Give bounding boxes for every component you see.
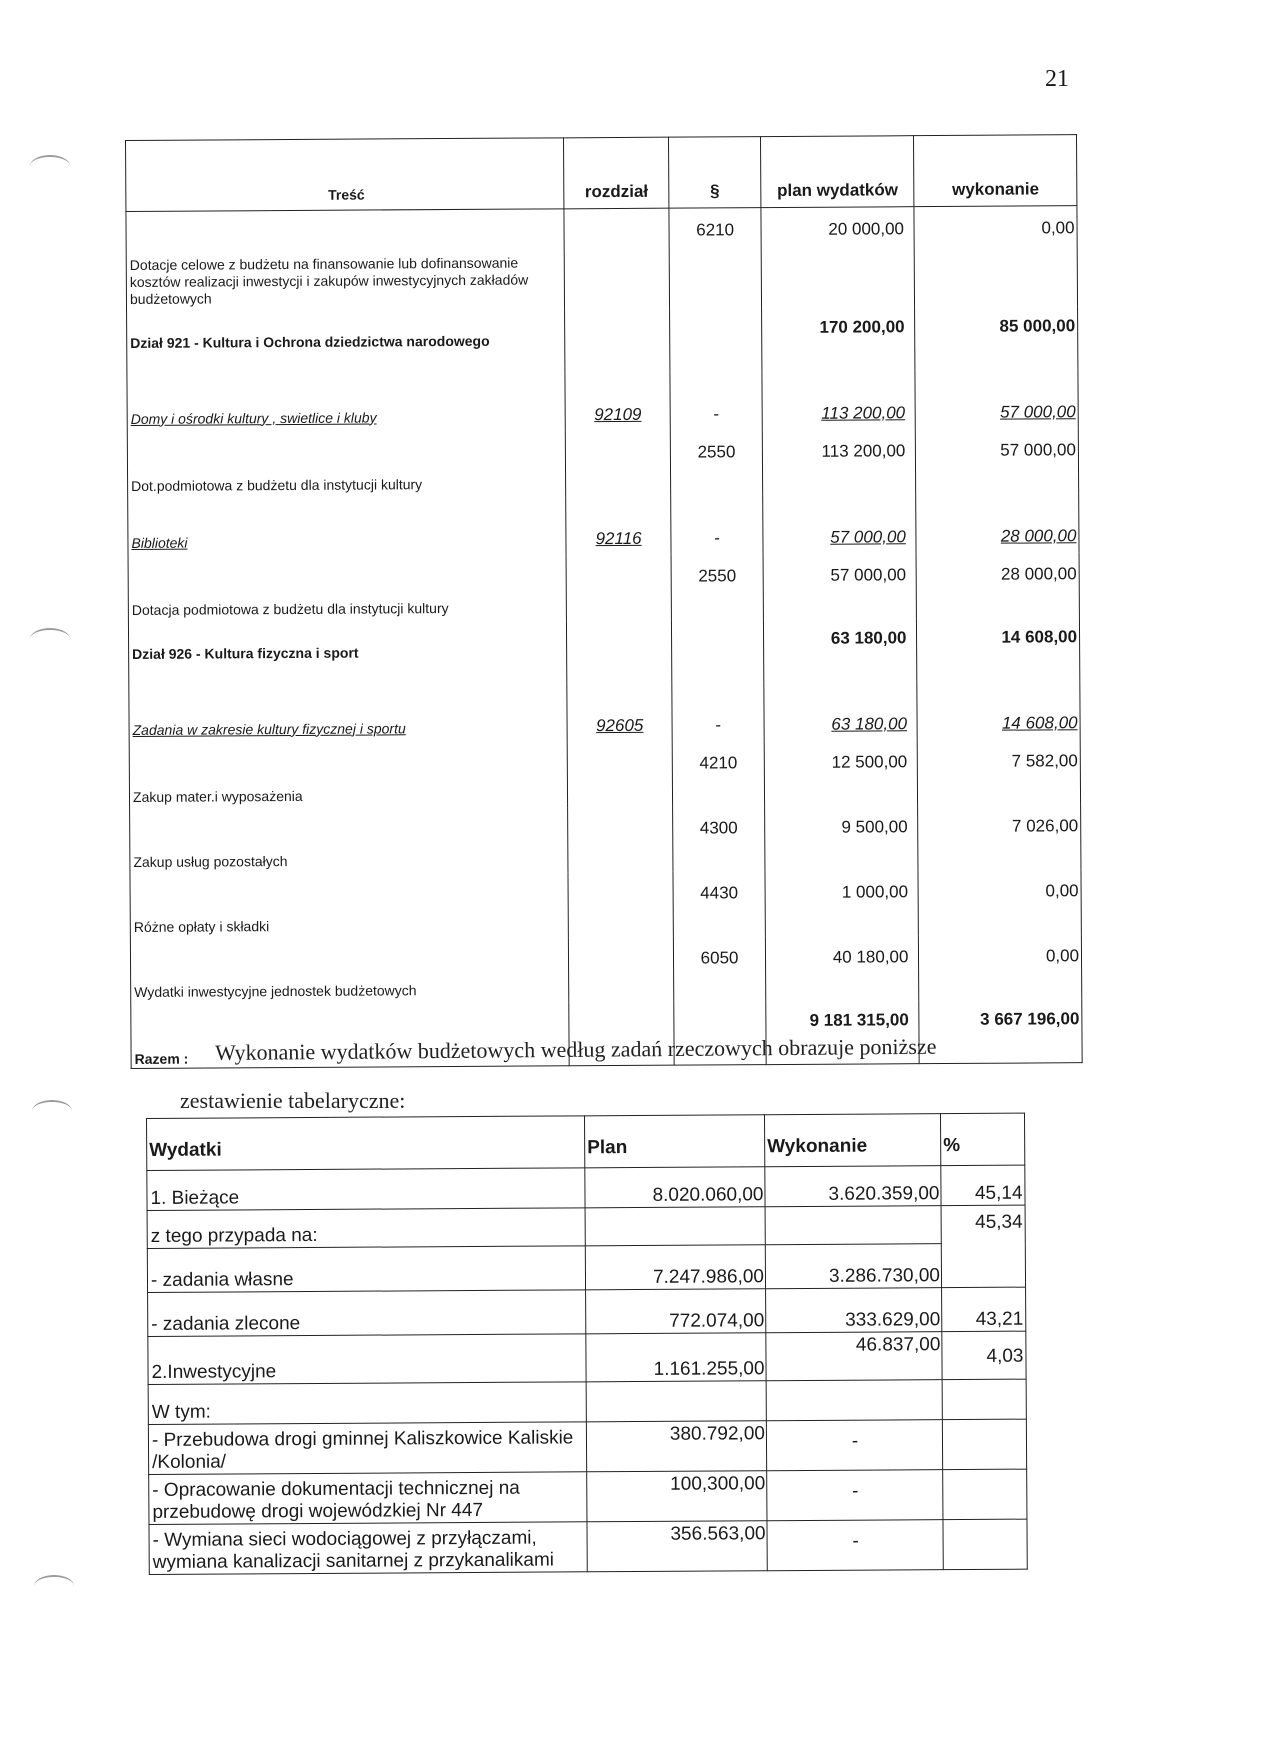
paragraph-value: 4210 <box>672 741 764 807</box>
wykonanie-value: - <box>767 1470 943 1521</box>
paragraph-value <box>672 619 764 683</box>
rozdzial-value: 92116 <box>566 495 671 555</box>
row-label: - zadania własne <box>147 1246 585 1293</box>
rozdzial-value <box>567 741 672 807</box>
task-expenditure-table <box>146 1113 1028 1575</box>
table-row <box>147 1165 1025 1210</box>
plan-value: 1.161.255,00 <box>586 1333 766 1382</box>
page-number: 21 <box>1045 66 1069 92</box>
header-wykonanie: Wykonanie <box>764 1114 940 1167</box>
header-wydatki: Wydatki <box>147 1116 585 1171</box>
rozdzial-value: 92109 <box>565 371 670 431</box>
paragraph-value: 2550 <box>671 554 763 620</box>
table-row <box>127 306 1078 375</box>
plan-value: 20 000,00 <box>761 207 915 308</box>
row-description: Dotacje celowe z budżetu na finansowanie lub dofinansowanie kosztów realizacji inwestycji i zakupów inwestycyjnych zakładów budżetowych <box>126 209 565 312</box>
plan-value: 170 200,00 <box>762 307 916 371</box>
row-description: Różne opłaty i składki <box>130 872 569 940</box>
wykonanie-value: 7 582,00 <box>918 739 1081 805</box>
plan-value: 772.074,00 <box>586 1289 766 1334</box>
header-plan: plan wydatków <box>760 136 914 208</box>
table-row <box>148 1419 1026 1474</box>
header-rozdzial: rozdział <box>564 137 669 209</box>
row-description: Biblioteki <box>128 496 566 558</box>
row-label: 1. Bieżące <box>147 1168 585 1211</box>
plan-value: 1 000,00 <box>765 870 919 936</box>
rozdzial-value <box>568 871 673 937</box>
table-row <box>129 739 1080 810</box>
summary-paragraph-line1: Wykonanie wydatków budżetowych według zadań rzeczowych obrazuje poniższe <box>215 1033 937 1065</box>
empty-cell <box>586 1381 766 1422</box>
table-row <box>130 869 1081 940</box>
wykonanie-value: 3.286.730,00 <box>765 1244 941 1289</box>
row-description: Dot.podmiotowa z budżetu dla instytucji kultury <box>127 431 566 499</box>
wykonanie-value: 0,00 <box>918 869 1081 935</box>
rozdzial-value <box>567 619 672 683</box>
paragraph-value: 6050 <box>673 936 765 1002</box>
row-description: Dotacja podmiotowa z budżetu dla instytucji kultury <box>128 555 567 623</box>
wykonanie-value: 0,00 <box>914 206 1077 307</box>
row-label: - Opracowanie dokumentacji technicznej na przebudowę drogi wojewódzkiej Nr 447 <box>149 1472 587 1525</box>
rozdzial-value <box>568 806 673 872</box>
empty-cell <box>942 1379 1026 1420</box>
rozdzial-value <box>565 308 670 372</box>
wykonanie-value: 28 000,00 <box>916 493 1079 553</box>
table-row <box>128 552 1079 623</box>
plan-value: 40 180,00 <box>765 935 919 1001</box>
table-header-row <box>126 135 1077 212</box>
wykonanie-value: 28 000,00 <box>916 552 1079 618</box>
table-row <box>130 934 1081 1005</box>
plan-value: 380.792,00 <box>586 1421 766 1472</box>
table-row <box>128 617 1079 686</box>
plan-value: 7.247.986,00 <box>585 1245 765 1290</box>
header-plan: Plan <box>584 1115 764 1168</box>
table-row <box>129 680 1080 745</box>
empty-cell <box>765 1206 941 1245</box>
empty-cell <box>585 1207 765 1246</box>
wykonanie-value: 57 000,00 <box>916 428 1079 494</box>
wykonanie-value: - <box>766 1420 942 1471</box>
table-row <box>149 1519 1027 1574</box>
percent-value: 43,21 <box>942 1287 1026 1332</box>
expenditure-table <box>125 134 1083 1068</box>
percent-value: 45,14 <box>941 1165 1025 1206</box>
paragraph-value: - <box>670 371 762 431</box>
binder-hole-mark <box>32 1100 72 1122</box>
table-row <box>126 206 1078 312</box>
plan-value: 100,300,00 <box>587 1471 767 1522</box>
header-paragraph: § <box>669 137 761 209</box>
wykonanie-value: 333.629,00 <box>766 1288 942 1333</box>
row-label: 2.Inwestycyjne <box>148 1334 586 1385</box>
empty-cell <box>766 1380 942 1421</box>
plan-value: 63 180,00 <box>764 681 918 741</box>
table-row <box>128 493 1079 558</box>
table-row <box>147 1243 1025 1292</box>
plan-value: 57 000,00 <box>763 494 917 554</box>
wykonanie-value: 7 026,00 <box>918 804 1081 870</box>
rozdzial-value <box>565 430 670 496</box>
table-row <box>127 369 1078 434</box>
percent-value: 4,03 <box>942 1331 1026 1380</box>
table-row <box>149 1469 1027 1524</box>
row-label: z tego przypada na: <box>147 1208 585 1249</box>
plan-value: 63 180,00 <box>763 618 917 682</box>
empty-cell <box>943 1519 1027 1570</box>
row-description: Zakup usług pozostałych <box>130 807 569 875</box>
summary-paragraph-line2: zestawienie tabelaryczne: <box>180 1088 406 1113</box>
row-description: Domy i ośrodki kultury , swietlice i kluby <box>127 372 565 434</box>
row-description: Zadania w zakresie kultury fizycznej i sportu <box>129 683 567 745</box>
table-row <box>147 1205 1025 1248</box>
paragraph-value: 4300 <box>673 806 765 872</box>
paragraph-value: 2550 <box>670 430 762 496</box>
table-row <box>148 1379 1026 1424</box>
binder-hole-mark <box>30 155 70 177</box>
table-row <box>148 1287 1026 1336</box>
binder-hole-mark <box>30 628 70 650</box>
wykonanie-value: 3 667 196,00 <box>919 999 1082 1063</box>
paragraph-value: - <box>672 682 764 742</box>
row-description: Dział 921 - Kultura i Ochrona dziedzictwa narodowego <box>127 309 566 375</box>
row-label: - Przebudowa drogi gminnej Kaliszkowice Kaliskie /Kolonia/ <box>148 1422 586 1475</box>
plan-value: 356.563,00 <box>587 1521 767 1572</box>
wykonanie-value: 46.837,00 <box>766 1332 942 1381</box>
rozdzial-value: 92605 <box>567 682 672 742</box>
row-label: W tym: <box>148 1382 586 1425</box>
wykonanie-value: 85 000,00 <box>915 306 1078 370</box>
plan-value: 8.020.060,00 <box>585 1167 765 1208</box>
row-description: Zakup mater.i wyposażenia <box>129 742 568 810</box>
rozdzial-value <box>566 554 671 620</box>
binder-hole-mark <box>34 1575 74 1597</box>
wykonanie-value: 14 608,00 <box>917 680 1080 740</box>
percent-value: 45,34 <box>941 1205 1025 1288</box>
empty-cell <box>943 1469 1027 1520</box>
table-row <box>127 428 1078 499</box>
row-description: Wydatki inwestycyjne jednostek budżetowych <box>130 937 569 1005</box>
header-wykonanie: wykonanie <box>914 135 1077 207</box>
wykonanie-value: 3.620.359,00 <box>765 1166 941 1207</box>
table-header-row <box>147 1113 1025 1170</box>
paragraph-value <box>670 308 762 372</box>
wykonanie-value: 57 000,00 <box>915 369 1078 429</box>
plan-value: 113 200,00 <box>762 429 916 495</box>
plan-value: 57 000,00 <box>763 553 917 619</box>
rozdzial-value <box>564 208 670 309</box>
row-description: Razem : <box>131 1002 570 1068</box>
row-label: - zadania zlecone <box>148 1290 586 1337</box>
wykonanie-value: - <box>767 1520 943 1571</box>
plan-value: 12 500,00 <box>764 740 918 806</box>
wykonanie-value: 14 608,00 <box>917 617 1080 681</box>
plan-value: 9 500,00 <box>765 805 919 871</box>
header-tresc: Treść <box>126 138 565 212</box>
paragraph-value: 6210 <box>669 208 761 309</box>
paragraph-value: 4430 <box>673 871 765 937</box>
table-row <box>130 804 1081 875</box>
row-label: - Wymiana sieci wodociągowej z przyłączami, wymiana kanalizacji sanitarnej z przykanalikami <box>149 1522 587 1575</box>
paragraph-value: - <box>671 495 763 555</box>
header-percent: % <box>940 1113 1024 1166</box>
rozdzial-value <box>569 936 674 1002</box>
plan-value: 113 200,00 <box>762 370 916 430</box>
empty-cell <box>942 1419 1026 1470</box>
wykonanie-value: 0,00 <box>919 934 1082 1000</box>
table-row <box>148 1331 1026 1384</box>
plan-value: 9 181 315,00 <box>766 1000 920 1064</box>
row-description: Dział 926 - Kultura fizyczna i sport <box>128 620 567 686</box>
